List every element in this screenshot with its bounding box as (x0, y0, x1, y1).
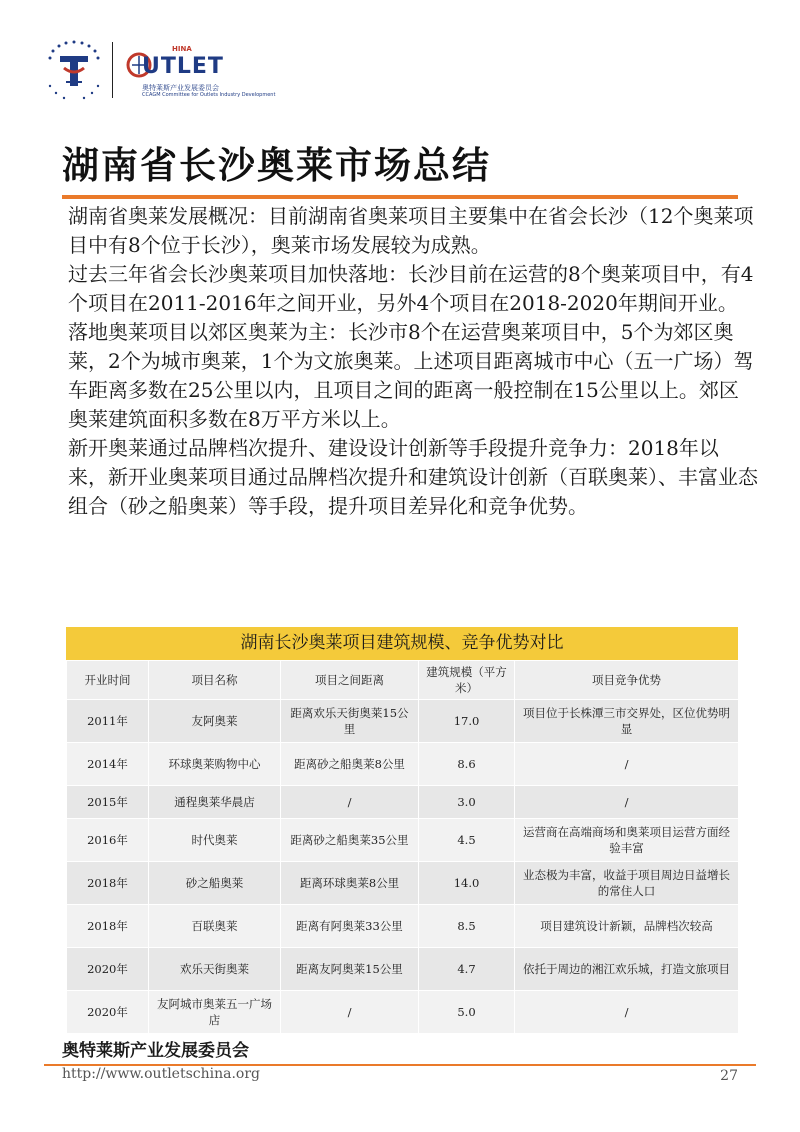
page-title: 湖南省长沙奥莱市场总结 (62, 143, 491, 187)
cell-building-scale: 3.0 (419, 786, 515, 819)
cell-open-time: 2015年 (67, 786, 149, 819)
cell-distance: / (281, 786, 419, 819)
table-row (67, 991, 739, 1034)
paragraph-suburban-focus: 落地奥莱项目以郊区奥莱为主：长沙市8个在运营奥莱项目中，5个为郊区奥莱，2个为城市奥莱，1个为文旅奥莱。上述项目距离城市中心（五一广场）驾车距离多数在25公里以内，且项目之间的距离一般控制在15公里以上。郊区奥莱建筑面积多数在8万平方米以上。 (68, 320, 754, 431)
cell-advantage: / (515, 786, 739, 819)
cell-advantage: / (515, 743, 739, 786)
cell-distance: / (281, 991, 419, 1034)
header-distance: 项目之间距离 (281, 661, 419, 700)
cell-advantage: 项目位于长株潭三市交界处，区位优势明显 (515, 700, 739, 743)
cell-project-name: 时代奥莱 (149, 819, 281, 862)
table-caption: 湖南长沙奥莱项目建筑规模、竞争优势对比 (66, 627, 738, 660)
cell-open-time: 2014年 (67, 743, 149, 786)
header-logos (40, 36, 340, 106)
paragraph-competitiveness: 新开奥莱通过品牌档次提升、建设设计创新等手段提升竞争力：2018年以来，新开业奥莱项目通过品牌档次提升和建筑设计创新（百联奥莱）、丰富业态组合（砂之船奥莱）等手段，提升项目差异化和竞争优势。 (68, 436, 758, 518)
cell-project-name: 环球奥莱购物中心 (149, 743, 281, 786)
outlet-org-cn: 奥特莱斯产业发展委员会 (142, 84, 219, 92)
hina-text: HINA (172, 45, 192, 53)
cell-distance: 距离环球奥莱8公里 (281, 862, 419, 905)
cell-building-scale: 4.7 (419, 948, 515, 991)
outlet-wordmark: UTLET (142, 54, 224, 79)
cell-advantage: 运营商在高端商场和奥莱项目运营方面经验丰富 (515, 819, 739, 862)
summary-text (68, 202, 758, 521)
cell-distance: 距离砂之船奥莱8公里 (281, 743, 419, 786)
cell-distance: 距离友阿奥莱15公里 (281, 948, 419, 991)
cell-open-time: 2016年 (67, 819, 149, 862)
comparison-table (66, 660, 739, 1034)
page-number: 27 (720, 1068, 738, 1084)
cell-project-name: 通程奥莱华晨店 (149, 786, 281, 819)
cell-project-name: 友阿城市奥莱五一广场店 (149, 991, 281, 1034)
cell-building-scale: 17.0 (419, 700, 515, 743)
cell-advantage: 业态极为丰富，收益于项目周边日益增长的常住人口 (515, 862, 739, 905)
header-building-scale: 建筑规模（平方米） (419, 661, 515, 700)
cell-project-name: 欢乐天街奥莱 (149, 948, 281, 991)
cell-open-time: 2018年 (67, 862, 149, 905)
outlet-org-en: CCAGM Committee for Outlets Industry Development (142, 92, 276, 98)
paragraph-overview: 湖南省奥莱发展概况：目前湖南省奥莱项目主要集中在省会长沙（12个奥莱项目中有8个位于长沙），奥莱市场发展较为成熟。 (68, 204, 754, 257)
header-project-name: 项目名称 (149, 661, 281, 700)
header-open-time: 开业时间 (67, 661, 149, 700)
logo-divider (112, 42, 113, 98)
cell-advantage: / (515, 991, 739, 1034)
table-header-row (67, 661, 739, 700)
table-row (67, 700, 739, 743)
cell-building-scale: 5.0 (419, 991, 515, 1034)
table-row (67, 862, 739, 905)
cell-distance: 距离砂之船奥莱35公里 (281, 819, 419, 862)
table-row (67, 786, 739, 819)
cell-project-name: 百联奥莱 (149, 905, 281, 948)
cell-building-scale: 8.5 (419, 905, 515, 948)
header-advantage: 项目竞争优势 (515, 661, 739, 700)
table-row (67, 819, 739, 862)
cell-open-time: 2011年 (67, 700, 149, 743)
cell-distance: 距离欢乐天街奥莱15公里 (281, 700, 419, 743)
cell-project-name: 友阿奥莱 (149, 700, 281, 743)
cell-building-scale: 14.0 (419, 862, 515, 905)
cell-open-time: 2020年 (67, 948, 149, 991)
cell-advantage: 依托于周边的湘江欢乐城，打造文旅项目 (515, 948, 739, 991)
ccagm-logo-icon (40, 36, 110, 106)
table-row (67, 948, 739, 991)
table-row (67, 905, 739, 948)
title-underline (62, 195, 738, 199)
footer-org-name: 奥特莱斯产业发展委员会 (62, 1041, 249, 1061)
footer-url-link[interactable]: http://www.outletschina.org (62, 1066, 260, 1082)
cell-building-scale: 8.6 (419, 743, 515, 786)
table-row (67, 743, 739, 786)
cell-open-time: 2018年 (67, 905, 149, 948)
cell-building-scale: 4.5 (419, 819, 515, 862)
paragraph-recent-openings: 过去三年省会长沙奥莱项目加快落地：长沙目前在运营的8个奥莱项目中，有4个项目在2011-2016年之间开业，另外4个项目在2018-2020年期间开业。 (68, 262, 754, 315)
cell-open-time: 2020年 (67, 991, 149, 1034)
cell-distance: 距离有阿奥莱33公里 (281, 905, 419, 948)
cell-advantage: 项目建筑设计新颖，品牌档次较高 (515, 905, 739, 948)
cell-project-name: 砂之船奥莱 (149, 862, 281, 905)
comparison-table-block (66, 627, 738, 1034)
outlet-logo (126, 42, 326, 102)
